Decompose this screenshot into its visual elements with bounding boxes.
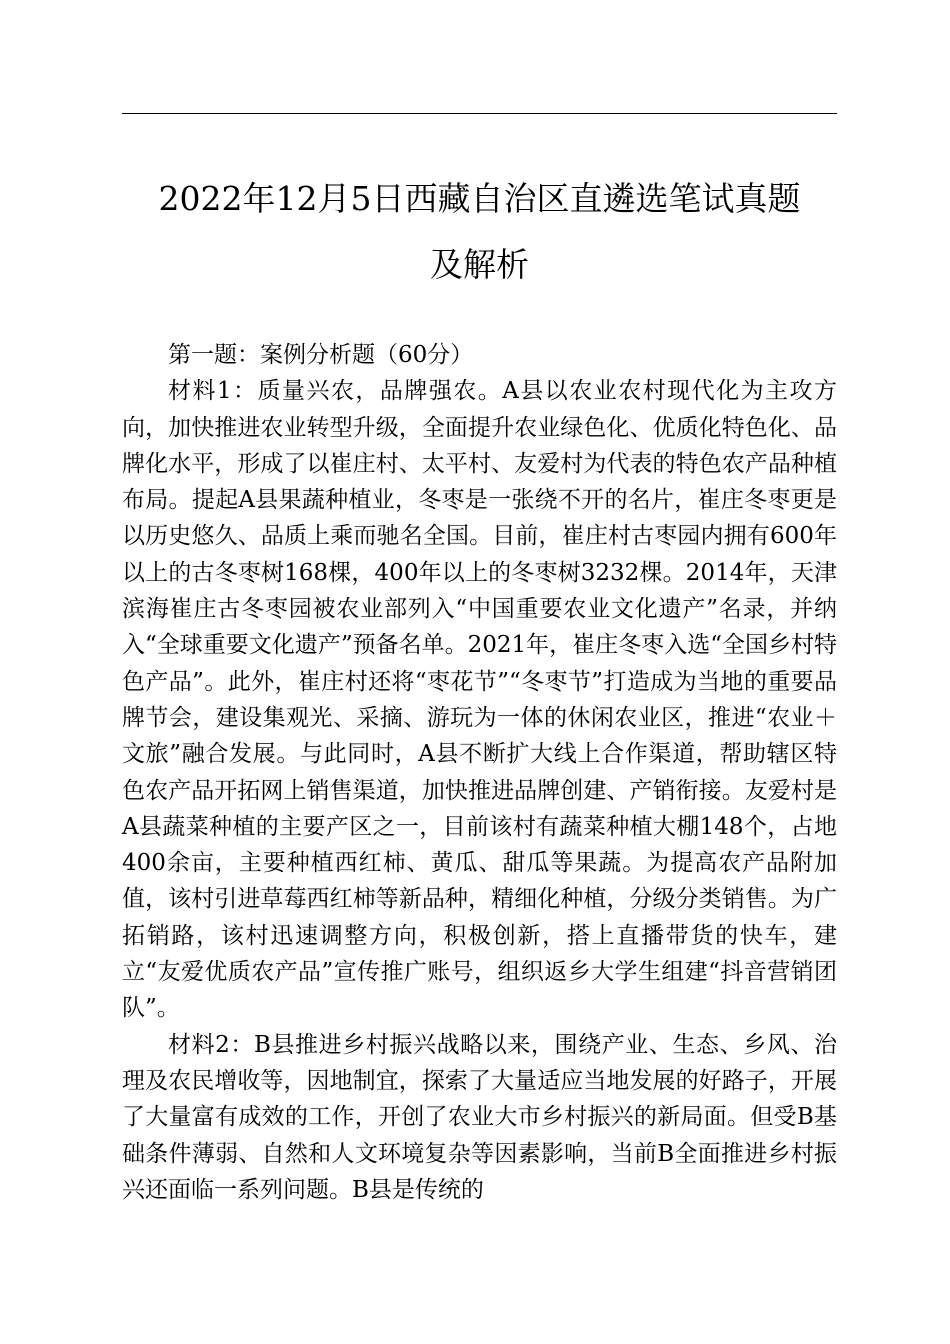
- document-body: [122, 337, 837, 1208]
- paragraph-material-2: 材料2：B县推进乡村振兴战略以来，围绕产业、生态、乡风、治理及农民增收等，因地制宜，探索了大量适应当地发展的好路子，开展了大量富有成效的工作，开创了农业大市乡村振兴的新局面。但受B基础条件薄弱、自然和人文环境复杂等因素影响，当前B全面推进乡村振兴还面临一系列问题。B县是传统的: [122, 1031, 837, 1203]
- section-heading: 第一题：案例分析题（60分）: [168, 342, 474, 368]
- title-line-2: 及解析: [430, 245, 529, 284]
- paragraph-material-1: 材料1：质量兴农，品牌强农。A县以农业农村现代化为主攻方向，加快推进农业转型升级，全面提升农业绿色化、优质化特色化、品牌化水平，形成了以崔庄村、太平村、友爱村为代表的特色农产品种植布局。提起A县果蔬种植业，冬枣是一张绕不开的名片，崔庄冬枣更是以历史悠久、品质上乘而驰名全国。目前，崔庄村古枣园内拥有600年以上的古冬枣树168棵，400年以上的冬枣树3232棵。2014年，天津滨海崔庄古冬枣园被农业部列入“中国重要农业文化遗产”名录，并纳入“全球重要文化遗产”预备名单。2021年，崔庄冬枣入选“全国乡村特色产品”。此外，崔庄村还将“枣花节”“冬枣节”打造成为当地的重要品牌节会，建设集观光、采摘、游玩为一体的休闲农业区，推进“农业＋文旅”融合发展。与此同时，A县不断扩大线上合作渠道，帮助辖区特色农产品开拓网上销售渠道，加快推进品牌创建、产销衔接。友爱村是A县蔬菜种植的主要产区之一，目前该村有蔬菜种植大棚148个，占地400余亩，主要种植西红柿、黄瓜、甜瓜等果蔬。为提高农产品附加值，该村引进草莓西红柿等新品种，精细化种植，分级分类销售。为广拓销路，该村迅速调整方向，积极创新，搭上直播带货的快车，建立“友爱优质农产品”宣传推广账号，组织返乡大学生组建“抖音营销团队”。: [122, 378, 837, 1022]
- document-title: [122, 166, 837, 298]
- header-rule: [122, 113, 837, 114]
- title-line-1: 2022年12月5日西藏自治区直遴选笔试真题: [158, 179, 801, 218]
